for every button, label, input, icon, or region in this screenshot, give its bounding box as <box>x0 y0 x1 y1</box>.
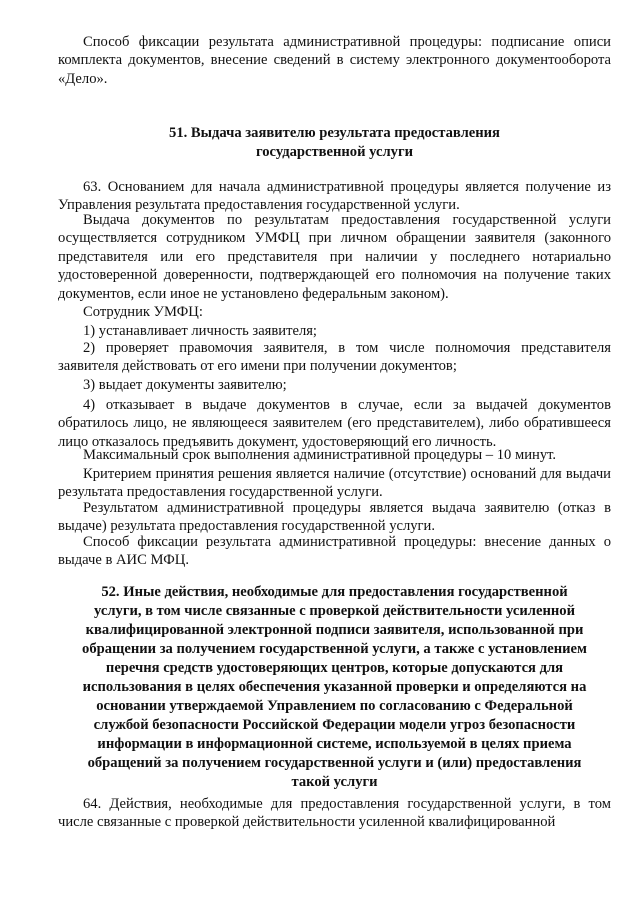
heading-line: 52. Иные действия, необходимые для предоставления государственной <box>101 584 568 600</box>
heading-line: основании утверждаемой Управлением по согласованию с Федеральной <box>96 698 573 714</box>
paragraph-63: 63. Основанием для начала административной процедуры является получение из Управления результата предоставления государственной услуги. <box>58 179 611 214</box>
paragraph-fixation-method-ais: Способ фиксации результата административной процедуры: внесение данных о выдаче в АИС МФЦ. <box>58 534 611 569</box>
paragraph-max-duration: Максимальный срок выполнения административной процедуры – 10 минут. <box>83 447 557 463</box>
paragraph-fixation-method-delo: Способ фиксации результата административной процедуры: подписание описи комплекта документов, внесение сведений в систему электронного документооборота «Дело». <box>58 34 611 87</box>
paragraph-decision-criterion: Критерием принятия решения является наличие (отсутствие) оснований для выдачи результата предоставления государственной услуги. <box>58 466 611 501</box>
heading-line: такой услуги <box>291 774 378 790</box>
heading-line: обращений за получением государственной услуги и (или) предоставления <box>87 755 582 771</box>
heading-line: 51. Выдача заявителю результата предоставления <box>169 125 500 141</box>
heading-line: государственной услуги <box>255 144 414 160</box>
heading-line: услуги, в том числе связанные с проверкой действительности усиленной <box>94 603 575 619</box>
paragraph-procedure-result: Результатом административной процедуры является выдача заявителю (отказ в выдаче) результата предоставления государственной услуги. <box>58 500 611 535</box>
heading-line: службой безопасности Российской Федерации модели угроз безопасности <box>93 717 576 733</box>
list-item-1: 1) устанавливает личность заявителя; <box>83 323 317 339</box>
section-52-heading <box>58 583 611 792</box>
paragraph-issue-documents: Выдача документов по результатам предоставления государственной услуги осуществляется сотрудником УМФЦ при личном обращении заявителя (законного представителя или его представителя при наличии у последнего нотариально удостоверенной доверенности, подтверждающей его полномочия на получение таких документов, если иное не установлено федеральным законом). <box>58 212 611 302</box>
heading-line: обращении за получением государственной услуги, а также с установлением <box>82 641 587 657</box>
heading-line: использования в целях обеспечения указанной проверки и определяются на <box>82 679 587 695</box>
list-item-3: 3) выдает документы заявителю; <box>83 377 287 393</box>
paragraph-64: 64. Действия, необходимые для предоставления государственной услуги, в том числе связанные с проверкой действительности усиленной квалифицированной <box>58 796 611 831</box>
section-51-heading <box>58 124 611 162</box>
list-item-4: 4) отказывает в выдаче документов в случае, если за выдачей документов обратилось лицо, не являющееся заявителем (его представителем), либо обратившееся лицо отказалось предъявить документ, удостоверяющий его личность. <box>58 397 611 450</box>
heading-line: информации в информационной системе, используемой в целях приема <box>97 736 572 752</box>
heading-line: квалифицированной электронной подписи заявителя, использованной при <box>85 622 584 638</box>
paragraph-umfc-employee: Сотрудник УМФЦ: <box>83 304 203 320</box>
list-item-2: 2) проверяет правомочия заявителя, в том числе полномочия представителя заявителя действовать от его имени при получении документов; <box>58 340 611 375</box>
heading-line: перечня средств удостоверяющих центров, которые допускаются для <box>105 660 564 676</box>
